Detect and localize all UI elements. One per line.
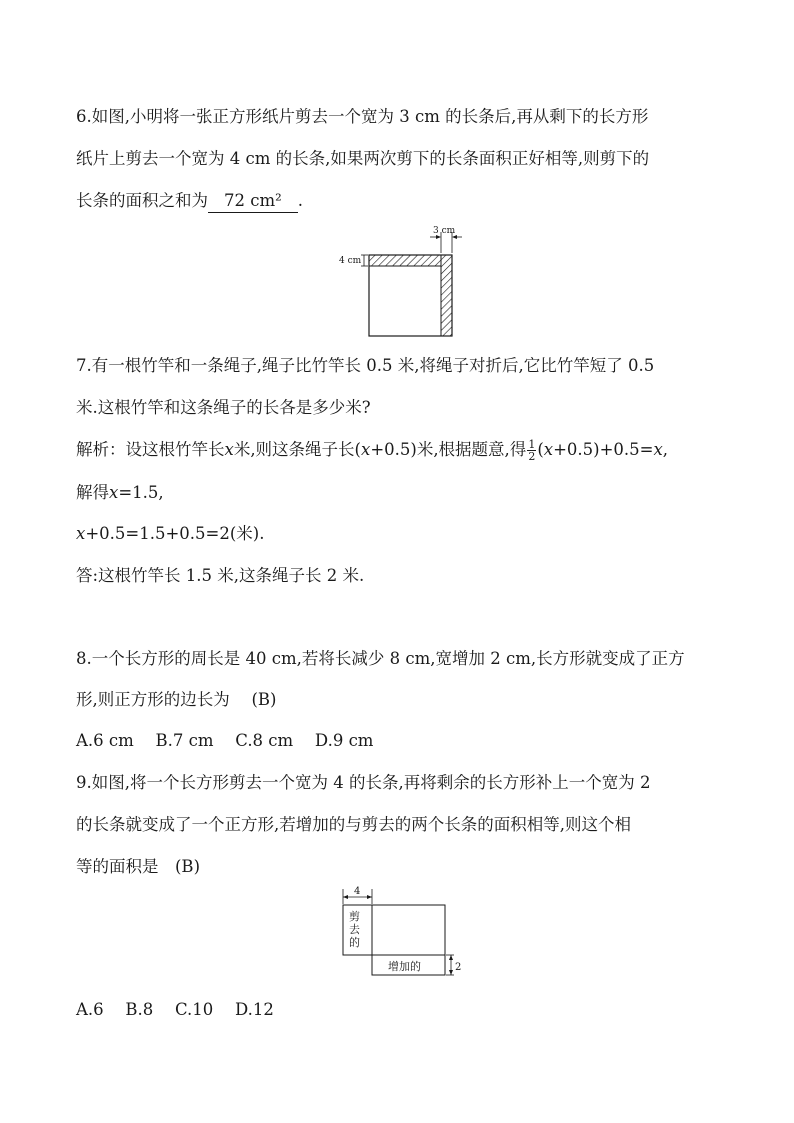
q9-label-added: 增加的 [388, 960, 421, 973]
q9-label-2: 2 [455, 962, 462, 973]
q6-right-strip [441, 255, 452, 336]
q7-solution-line3: x+0.5=1.5+0.5=2(米). [76, 524, 265, 543]
q6-label-4cm: 4 cm [339, 256, 362, 266]
q9-label-4: 4 [354, 886, 361, 897]
q8-options: A.6 cm B.7 cm C.8 cm D.9 cm [76, 731, 374, 750]
q8-text-line1: 8.一个长方形的周长是 40 cm,若将长减少 8 cm,宽增加 2 cm,长方形就变成了正方 [76, 649, 685, 668]
q6-top-strip [369, 255, 441, 266]
q7-text-line1: 7.有一根竹竿和一条绳子,绳子比竹竿长 0.5 米,将绳子对折后,它比竹竿短了 0.5 [76, 356, 655, 375]
q9-label-cut-2: 去 [349, 923, 360, 936]
q9-label-cut-3: 的 [349, 936, 360, 949]
q9-label-cut-1: 剪 [349, 910, 360, 923]
q7-answer-line: 答:这根竹竿长 1.5 米,这条绳子长 2 米. [76, 566, 365, 585]
q9-text-line1: 9.如图,将一个长方形剪去一个宽为 4 的长条,再将剩余的长方形补上一个宽为 2 [76, 773, 651, 792]
q7-text-line2: 米.这根竹竿和这条绳子的长各是多少米? [76, 398, 371, 417]
q6-text-line2: 纸片上剪去一个宽为 4 cm 的长条,如果两次剪下的长条面积正好相等,则剪下的 [76, 149, 650, 168]
q7-fraction: $\frac{1}{2}$ [528, 438, 536, 463]
q9-text-line2: 的长条就变成了一个正方形,若增加的与剪去的两个长条的面积相等,则这个相 [76, 815, 631, 834]
q7-solution-line2: 解得x=1.5, [76, 483, 164, 502]
q9-options: A.6 B.8 C.10 D.12 [76, 1000, 274, 1019]
q6-label-3cm: 3 cm [433, 226, 456, 236]
q6-prefix: 长条的面积之和为 [76, 191, 208, 210]
q6-suffix: . [297, 191, 303, 210]
q7-solution-line1: 解析：设这根竹竿长x米,则这条绳子长(x+0.5)米,根据题意,得 $\frac{1}{2}$ (x+0.5)+0.5=x, [76, 438, 669, 463]
q6-figure [330, 222, 470, 340]
q6-answer: 72 cm² [208, 190, 298, 213]
q6-text-line1: 6.如图,小明将一张正方形纸片剪去一个宽为 3 cm 的长条后,再从剩下的长方形 [76, 107, 649, 126]
q8-text-line2: 形,则正方形的边长为 (B) [76, 690, 277, 709]
q9-figure [336, 884, 466, 980]
q9-text-line3: 等的面积是 (B) [76, 857, 200, 876]
q6-outer-square [369, 255, 452, 336]
q6-text-line3 [76, 190, 303, 213]
